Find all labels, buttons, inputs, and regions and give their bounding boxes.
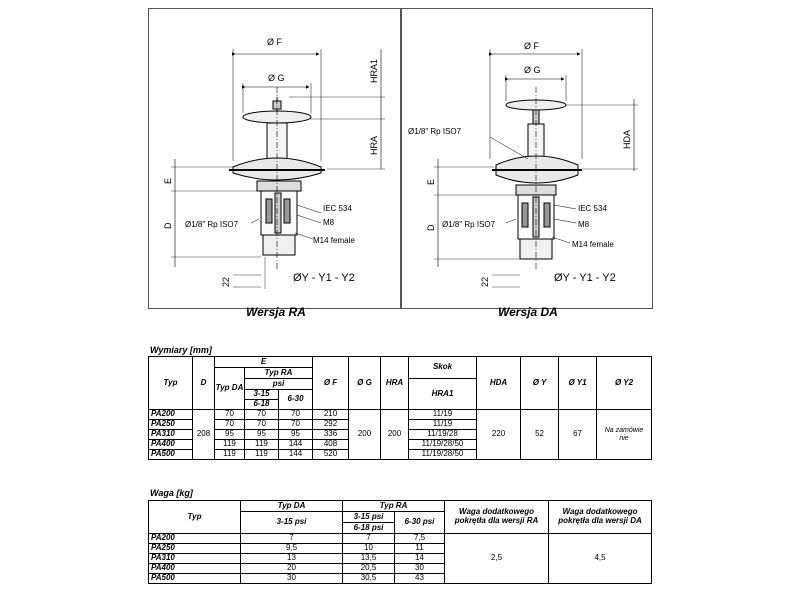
ra-m14-label: M14 female <box>313 236 355 245</box>
table-row <box>149 534 652 544</box>
dim-ra2-cell: 144 <box>279 440 313 450</box>
dim-da-cell: 119 <box>215 440 245 450</box>
weight-header-3-15-da: 3-15 psi <box>241 512 343 534</box>
drawing-panel-ra <box>148 8 401 309</box>
dim-skok-cell: 11/19 <box>409 420 477 430</box>
weight-da-cell: 30 <box>241 574 343 584</box>
caption-ra: Wersja RA <box>246 305 306 319</box>
da-m14-label: M14 female <box>572 240 614 249</box>
da-y-label: ØY - Y1 - Y2 <box>554 272 616 284</box>
dim-ra2-cell: 144 <box>279 450 313 460</box>
ra-dim22-label: 22 <box>221 276 231 287</box>
weight-da-cell: 9,5 <box>241 544 343 554</box>
da-port-bottom-label: Ø1/8" Rp ISO7 <box>442 220 496 229</box>
ra-hra1-label: HRA1 <box>369 58 379 83</box>
dim-skok-cell: 11/19/28/50 <box>409 440 477 450</box>
dim-header-6-18: 6-18 <box>245 400 279 410</box>
dim-header-hra: HRA <box>381 357 409 410</box>
dim-ra1-cell: 119 <box>245 440 279 450</box>
da-dim22-label: 22 <box>480 276 490 287</box>
dim-header-typ: Typ <box>149 357 193 410</box>
dim-f-cell: 408 <box>313 440 349 450</box>
weight-da-cell: 7 <box>241 534 343 544</box>
dim-skok-cell: 11/19/28 <box>409 430 477 440</box>
ra-d-label: D <box>163 222 173 229</box>
weight-title: Waga [kg] <box>150 488 193 498</box>
weight-ra1-cell: 7 <box>343 534 395 544</box>
dim-typ-cell: PA200 <box>149 410 193 420</box>
ra-m8-label: M8 <box>323 218 335 227</box>
dim-ra1-cell: 70 <box>245 420 279 430</box>
dim-header-hda: HDA <box>477 357 521 410</box>
weight-header-3-15-ra: 3-15 psi <box>343 512 395 523</box>
dim-typ-cell: PA400 <box>149 440 193 450</box>
dim-ra2-cell: 70 <box>279 410 313 420</box>
dim-ra1-cell: 70 <box>245 410 279 420</box>
ra-g-label: Ø G <box>268 73 285 83</box>
weight-typ-cell: PA250 <box>149 544 241 554</box>
da-f-label: Ø F <box>524 41 539 51</box>
weight-ra1-cell: 10 <box>343 544 395 554</box>
ra-f-label: Ø F <box>267 37 282 47</box>
dim-typ-cell: PA310 <box>149 430 193 440</box>
dim-header-skok: Skok <box>409 357 477 379</box>
dim-header-y: Ø Y <box>521 357 559 410</box>
dim-y1-cell: 67 <box>559 410 597 460</box>
dim-header-g: Ø G <box>349 357 381 410</box>
dimensions-title: Wymiary [mm] <box>150 345 212 355</box>
dim-hra-cell: 200 <box>381 410 409 460</box>
dim-header-y1: Ø Y1 <box>559 357 597 410</box>
dim-ra1-cell: 95 <box>245 430 279 440</box>
dim-header-typ-ra: Typ RA <box>245 368 313 379</box>
dim-header-psi: psi <box>245 379 313 390</box>
weight-table <box>148 500 652 584</box>
dim-skok-cell: 11/19/28/50 <box>409 450 477 460</box>
dim-f-cell: 292 <box>313 420 349 430</box>
weight-typ-cell: PA400 <box>149 564 241 574</box>
da-iec-label: IEC 534 <box>578 204 607 213</box>
weight-ra1-cell: 20,5 <box>343 564 395 574</box>
weight-header-typ-da: Typ DA <box>241 501 343 512</box>
dim-da-cell: 70 <box>215 420 245 430</box>
ra-y-label: ØY - Y1 - Y2 <box>293 272 355 284</box>
weight-header-typ-ra: Typ RA <box>343 501 445 512</box>
weight-extra-da-cell: 4,5 <box>549 534 652 584</box>
dim-header-hra1: HRA1 <box>409 379 477 410</box>
weight-da-cell: 20 <box>241 564 343 574</box>
ra-hra-label: HRA <box>369 135 379 155</box>
dim-d-cell: 208 <box>193 410 215 460</box>
dim-skok-cell: 11/19 <box>409 410 477 420</box>
weight-ra2-cell: 43 <box>395 574 445 584</box>
weight-header-6-30: 6-30 psi <box>395 512 445 534</box>
weight-ra2-cell: 14 <box>395 554 445 564</box>
dim-header-3-15: 3-15 <box>245 390 279 400</box>
caption-da: Wersja DA <box>498 305 558 319</box>
da-technical-drawing <box>402 9 652 308</box>
weight-header-extra-da: Waga dodatkowego pokrętła dla wersji DA <box>549 501 652 534</box>
da-m8-label: M8 <box>578 220 590 229</box>
dim-ra2-cell: 95 <box>279 430 313 440</box>
dim-header-d: D <box>193 357 215 410</box>
da-hda-label: HDA <box>622 129 632 149</box>
dim-header-y2: Ø Y2 <box>597 357 652 410</box>
da-port-top-label: Ø1/8" Rp ISO7 <box>408 127 462 136</box>
dim-ra1-cell: 119 <box>245 450 279 460</box>
dim-da-cell: 119 <box>215 450 245 460</box>
ra-port-label: Ø1/8" Rp ISO7 <box>185 220 239 229</box>
dim-f-cell: 336 <box>313 430 349 440</box>
dim-typ-cell: PA250 <box>149 420 193 430</box>
dim-header-e: E <box>215 357 313 368</box>
da-d-label: D <box>426 224 436 231</box>
weight-ra1-cell: 30,5 <box>343 574 395 584</box>
weight-header-6-18: 6-18 psi <box>343 523 395 534</box>
ra-e-label: E <box>163 177 173 184</box>
weight-ra2-cell: 7,5 <box>395 534 445 544</box>
ra-iec-label: IEC 534 <box>323 204 352 213</box>
weight-typ-cell: PA500 <box>149 574 241 584</box>
ra-technical-drawing <box>149 9 400 308</box>
da-g-label: Ø G <box>524 65 541 75</box>
da-e-label: E <box>426 178 436 185</box>
dim-header-f: Ø F <box>313 357 349 410</box>
dim-da-cell: 95 <box>215 430 245 440</box>
weight-da-cell: 13 <box>241 554 343 564</box>
dim-typ-cell: PA500 <box>149 450 193 460</box>
dim-header-typ-da: Typ DA <box>215 368 245 410</box>
weight-ra1-cell: 13,5 <box>343 554 395 564</box>
dim-header-6-30: 6-30 <box>279 390 313 410</box>
dim-g-cell: 200 <box>349 410 381 460</box>
table-row <box>149 410 652 420</box>
dim-hda-cell: 220 <box>477 410 521 460</box>
weight-ra2-cell: 11 <box>395 544 445 554</box>
weight-header-extra-ra: Waga dodatkowego pokrętła dla wersji RA <box>445 501 549 534</box>
dim-f-cell: 210 <box>313 410 349 420</box>
drawing-panel-da <box>401 8 653 309</box>
dimensions-table <box>148 356 652 460</box>
weight-ra2-cell: 30 <box>395 564 445 574</box>
weight-typ-cell: PA310 <box>149 554 241 564</box>
weight-header-typ: Typ <box>149 501 241 534</box>
dim-y2-cell: Na zamówie nie <box>597 410 652 460</box>
weight-typ-cell: PA200 <box>149 534 241 544</box>
dim-da-cell: 70 <box>215 410 245 420</box>
dim-f-cell: 520 <box>313 450 349 460</box>
weight-extra-ra-cell: 2,5 <box>445 534 549 584</box>
dim-y-cell: 52 <box>521 410 559 460</box>
dim-ra2-cell: 70 <box>279 420 313 430</box>
